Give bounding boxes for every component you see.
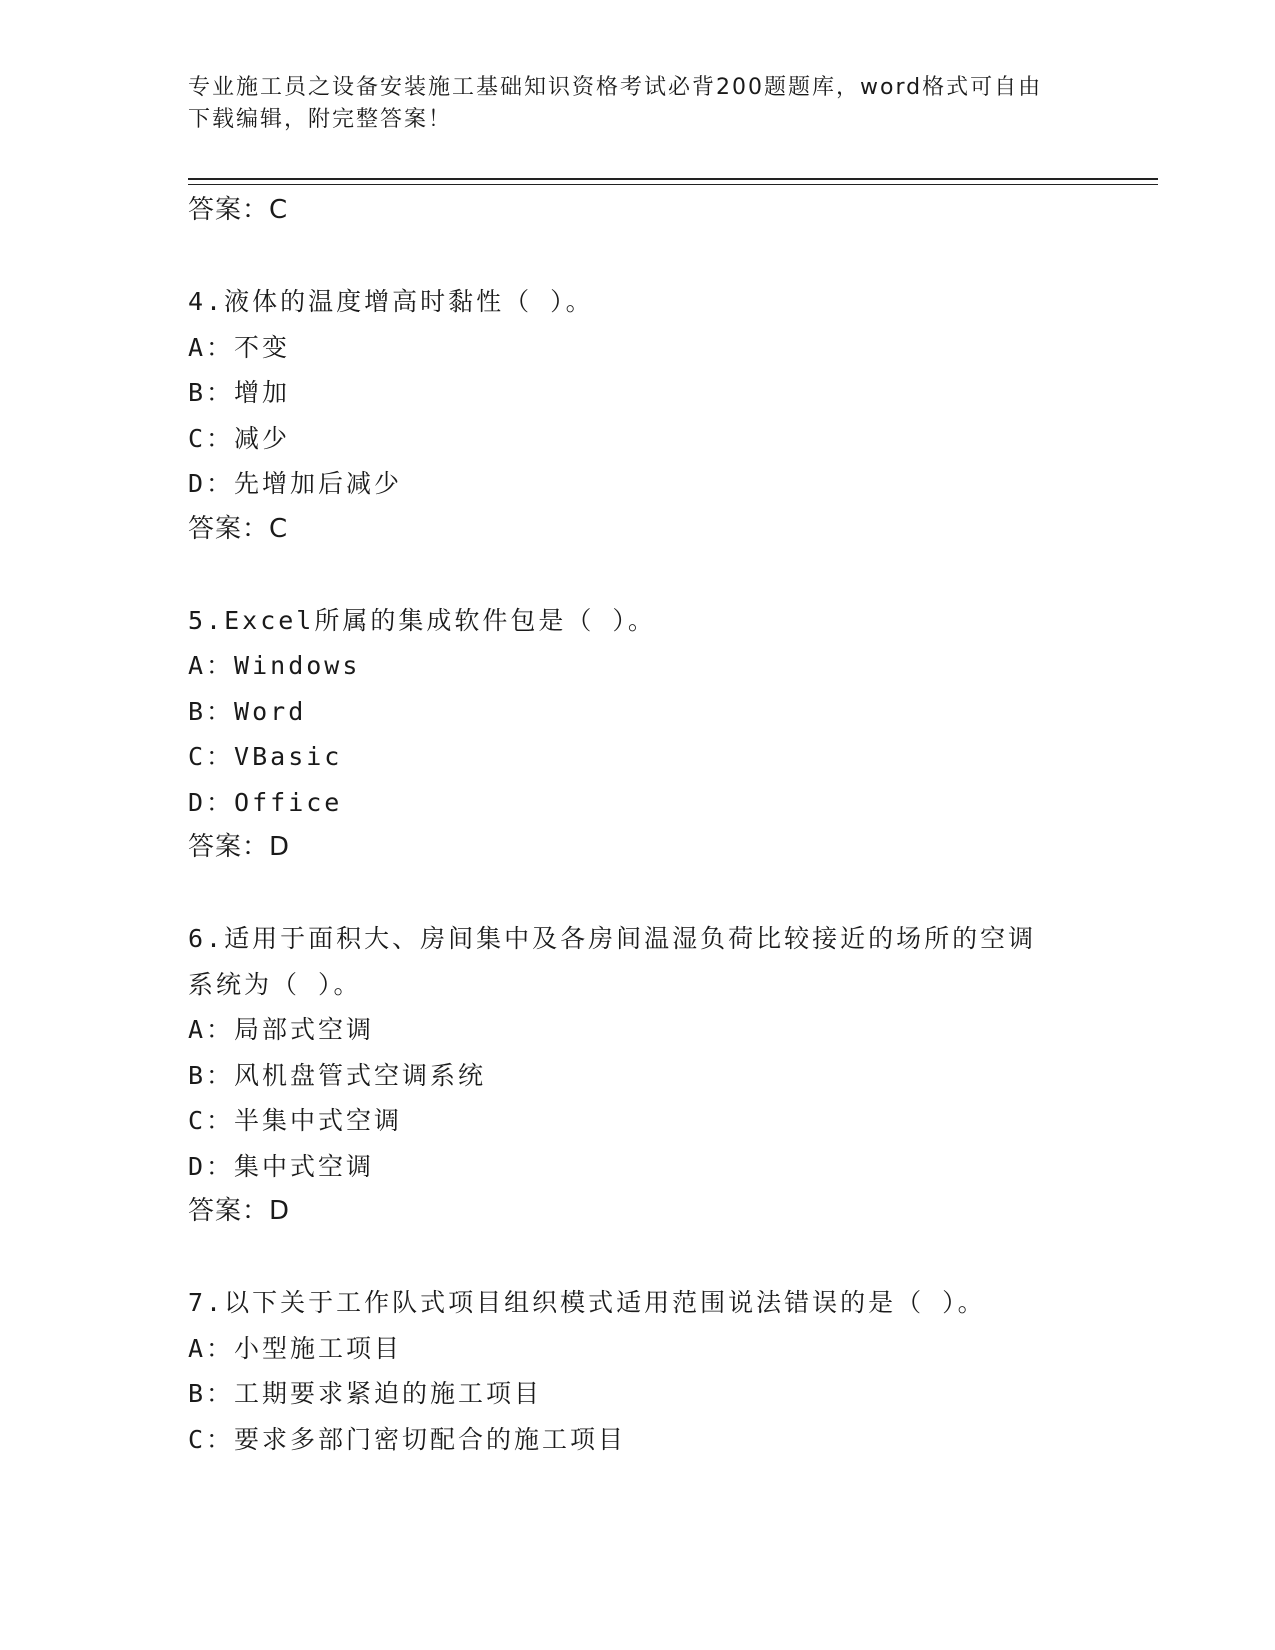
option-b: B：Word xyxy=(188,696,307,726)
question-stem: 4.液体的温度增高时黏性（ ）。 xyxy=(188,287,594,316)
answer: 答案：D xyxy=(188,832,291,862)
header-line-2: 下载编辑，附完整答案！ xyxy=(188,107,453,132)
option-b: B：增加 xyxy=(188,378,291,407)
header-line-1: 专业施工员之设备安装施工基础知识资格考试必背200题题库，word格式可自由 xyxy=(188,75,1043,100)
answer: 答案：D xyxy=(188,1196,291,1226)
option-c: C：VBasic xyxy=(188,742,343,771)
question-stem-line-2: 系统为（ ）。 xyxy=(188,969,362,999)
question-4 xyxy=(188,279,1088,552)
question-7 xyxy=(188,1280,1088,1462)
option-d: D：集中式空调 xyxy=(188,1151,375,1181)
option-a: A：不变 xyxy=(188,332,291,362)
question-stem: 7.以下关于工作队式项目组织模式适用范围说法错误的是（ ）。 xyxy=(188,1288,986,1317)
option-a: A：Windows xyxy=(188,651,361,680)
option-d: D：先增加后减少 xyxy=(188,469,403,498)
option-b: B：工期要求紧迫的施工项目 xyxy=(188,1379,543,1408)
option-a: A：小型施工项目 xyxy=(188,1333,403,1363)
previous-answer: 答案：C xyxy=(188,195,289,225)
option-c: C：要求多部门密切配合的施工项目 xyxy=(188,1424,627,1454)
header-divider xyxy=(188,178,1158,180)
answer: 答案：C xyxy=(188,513,289,544)
option-c: C：减少 xyxy=(188,423,291,453)
option-a: A：局部式空调 xyxy=(188,1015,375,1044)
question-5 xyxy=(188,598,1088,871)
document-header xyxy=(188,72,1088,136)
option-c: C：半集中式空调 xyxy=(188,1106,403,1135)
header-divider-thin xyxy=(188,184,1158,185)
option-b: B：风机盘管式空调系统 xyxy=(188,1060,487,1090)
question-list xyxy=(188,188,1088,1462)
question-stem-line-1: 6.适用于面积大、房间集中及各房间温湿负荷比较接近的场所的空调 xyxy=(188,924,1037,953)
option-d: D：Office xyxy=(188,787,343,817)
question-6 xyxy=(188,916,1088,1235)
question-stem: 5.Excel所属的集成软件包是（ ）。 xyxy=(188,605,656,635)
